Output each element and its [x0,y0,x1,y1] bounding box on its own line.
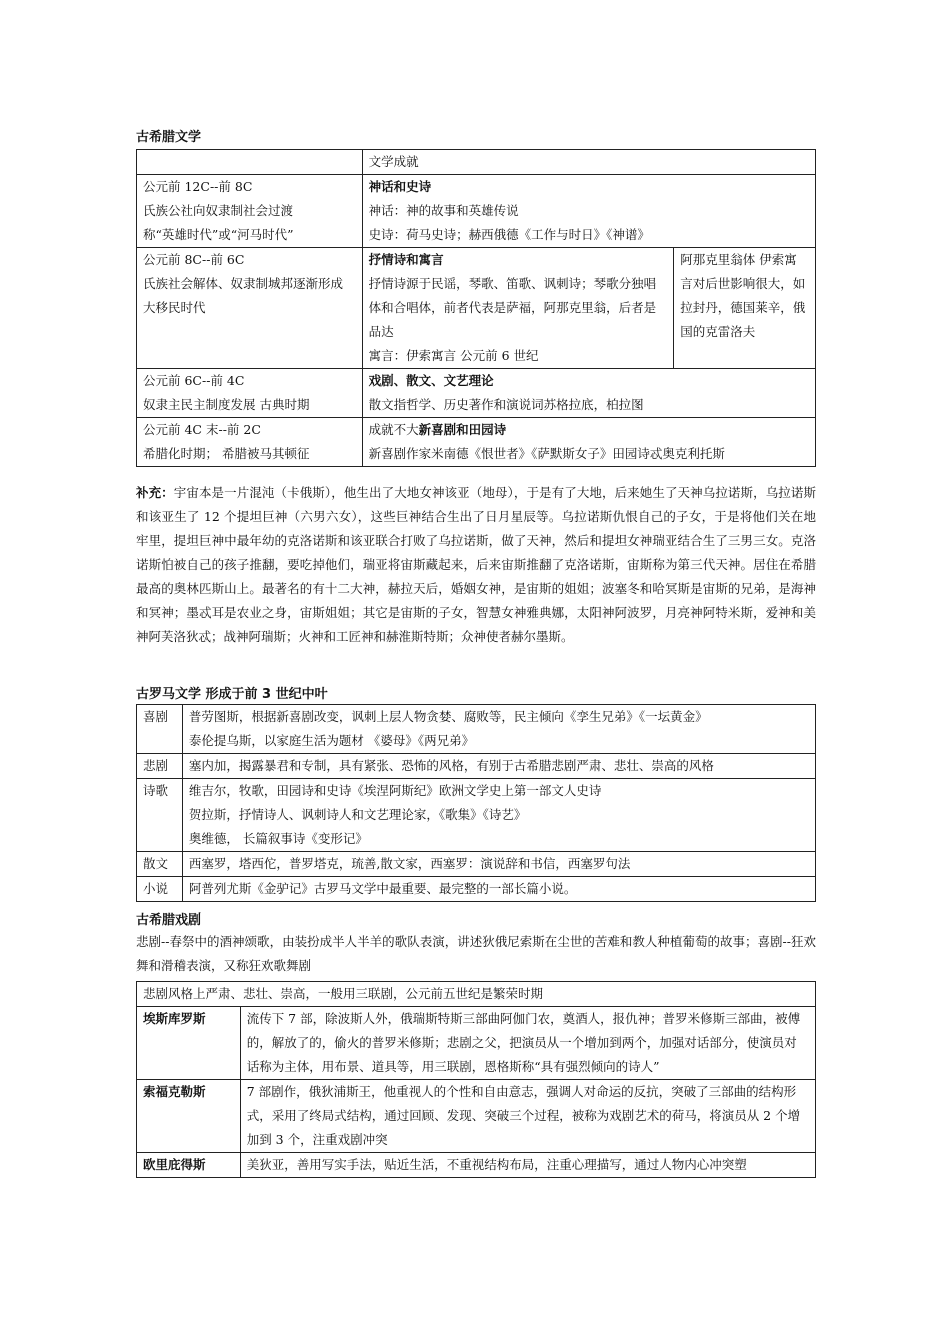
table-row [137,175,816,248]
achievement-cell [362,418,815,467]
period-line: 氏族社会解体、奴隶制城邦逐渐形成 [143,276,344,291]
period-line: 称“英雄时代”或“河马时代” [143,227,294,242]
playwright-description [240,1153,815,1178]
achievement-line: 史诗：荷马史诗；赫西俄德《工作与时日》《神谱》 [368,227,650,242]
achievement-title: 戏剧、散文、文艺理论 [368,373,494,388]
section-heading-greek-literature: 古希腊文学 [136,130,202,145]
achievement-title: 新喜剧和田园诗 [418,422,507,437]
header-cell-empty [137,150,363,175]
table-row [137,369,816,418]
period-line: 公元前 8C--前 6C [143,252,245,267]
period-line: 希腊化时期； 希腊被马其顿征 [143,446,310,461]
content-line: 奥维德， 长篇叙事诗《变形记》 [188,831,368,846]
genre-content-cell [182,877,815,902]
section-heading-roman-literature: 古罗马文学 形成于前 3 世纪中叶 [136,687,328,702]
content-line: 阿普列尤斯《金驴记》古罗马文学中最重要、最完整的一部长篇小说。 [188,881,577,896]
table-row [137,248,816,369]
description-text: 7 部剧作，俄狄浦斯王，他重视人的个性和自由意志，强调人对命运的反抗，突破了三部曲的结构形式，采用了终局式结构，通过回顾、发现、突破三个过程，被称为戏剧艺术的荷马，将演员从 2 个增加到 3 个，注重戏剧冲突 [246,1084,801,1147]
playwright-description [240,1080,815,1153]
playwright-name: 欧里庇得斯 [137,1153,241,1178]
genre-cell: 悲剧 [137,754,183,779]
period-cell [137,175,363,248]
achievement-title: 神话和史诗 [368,179,432,194]
achievement-line: 新喜剧作家米南德《恨世者》《萨默斯女子》田园诗忒奥克利托斯 [368,446,725,461]
genre-content-cell [182,705,815,754]
genre-content-cell [182,779,815,852]
table-row [137,705,816,754]
period-line: 氏族公社向奴隶制社会过渡 [143,203,294,218]
achievement-line: 寓言：伊索寓言 公元前 6 世纪 [368,348,539,363]
table-row [137,1153,816,1178]
achievement-title-line [369,418,809,442]
achievement-title: 抒情诗和寓言 [368,252,444,267]
side-note: 阿那克里翁体 伊索寓言对后世影响很大，如拉封丹，德国莱辛，俄国的克雷洛夫 [680,252,806,339]
supplement-text: 宇宙本是一片混沌（卡俄斯），他生出了大地女神该亚（地母），于是有了大地，后来她生了天神乌拉诺斯，乌拉诺斯和该亚生了 12 个提坦巨神（六男六女），这些巨神结合生出了日月星辰等。乌拉诺斯仇恨自己的子女，于是将他们关在地牢里，提坦巨神中最年幼的克洛诺斯和该亚联合打败了乌拉诺斯，做了天神，然后和提坦女神瑞亚结合生了三男三女。克洛诺斯怕被自己的孩子推翻，要吃掉他们，瑞亚将宙斯藏起来，后来宙斯推翻了克洛诺斯，宙斯称为第三代天神。居住在希腊最高的奥林匹斯山上。最著名的有十二大神，赫拉天后，婚姻女神，是宙斯的姐姐；波塞冬和哈冥斯是宙斯的兄弟，是海神和冥神；墨忒耳是农业之身，宙斯姐姐；其它是宙斯的子女，智慧女神雅典娜，太阳神阿波罗，月亮神阿特米斯，爱神和美神阿芙洛狄忒；战神阿瑞斯；火神和工匠神和赫淮斯特斯；众神使者赫尔墨斯。 [136,485,816,644]
achievement-line: 抒情诗源于民谣，琴歌、笛歌、讽刺诗；琴歌分独唱体和合唱体，前者代表是萨福，阿那克里翁，后者是品达 [368,276,657,339]
table-row [137,418,816,467]
achievement-cell [362,175,815,248]
supplement-label: 补充： [136,485,174,500]
content-line: 普劳图斯，根据新喜剧改变，讽刺上层人物贪婪、腐败等，民主倾向《孪生兄弟》《一坛黄金》 [188,709,708,724]
greek-literature-table [136,149,816,467]
table-row [137,779,816,852]
table-header-row [137,982,816,1007]
period-line: 大移民时代 [143,300,206,315]
playwright-name: 埃斯库罗斯 [137,1007,241,1080]
side-note-cell [674,248,816,369]
table-row [137,877,816,902]
content-line: 西塞罗，塔西佗，普罗塔克，琉善,散文家，西塞罗：演说辞和书信，西塞罗句法 [188,856,631,871]
genre-cell: 喜剧 [137,705,183,754]
table-header-row [137,150,816,175]
genre-cell: 诗歌 [137,779,183,852]
header-cell-achievement: 文学成就 [362,150,815,175]
genre-cell: 小说 [137,877,183,902]
table-row [137,852,816,877]
greek-drama-intro: 悲剧--春祭中的酒神颂歌，由装扮成半人半羊的歌队表演，讲述狄俄尼索斯在尘世的苦难和教人种植葡萄的故事；喜剧--狂欢舞和滑稽表演，又称狂欢歌舞剧 [136,934,816,973]
content-line: 塞内加，揭露暴君和专制，具有紧张、恐怖的风格，有别于古希腊悲剧严肃、悲壮、崇高的风格 [188,758,714,773]
content-line: 贺拉斯，抒情诗人、讽刺诗人和文艺理论家，《歌集》《诗艺》 [188,807,527,822]
period-line: 公元前 12C--前 8C [143,179,253,194]
period-cell [137,418,363,467]
genre-content-cell [182,852,815,877]
table-row [137,754,816,779]
description-text: 流传下 7 部，除波斯人外，俄瑞斯特斯三部曲阿伽门农，奠酒人，报仇神；普罗米修斯三部曲，被傅的，解放了的，偷火的普罗米修斯；悲剧之父，把演员从一个增加到两个，加强对话部分，使演员对话称为主体，用布景、道具等，用三联剧，恩格斯称“具有强烈倾向的诗人” [246,1011,801,1074]
achievement-line: 散文指哲学、历史著作和演说词苏格拉底，柏拉图 [368,397,644,412]
achievement-line: 神话：神的故事和英雄传说 [368,203,519,218]
roman-literature-table [136,704,816,902]
section-heading-greek-drama: 古希腊戏剧 [136,913,202,928]
achievement-cell [362,248,674,369]
period-cell [137,248,363,369]
period-cell [137,369,363,418]
genre-cell: 散文 [137,852,183,877]
achievement-title-prefix: 成就不大 [368,422,419,437]
period-line: 公元前 6C--前 4C [143,373,245,388]
drama-table-header: 悲剧风格上严肃、悲壮、崇高，一般用三联剧，公元前五世纪是繁荣时期 [137,982,816,1007]
greek-drama-table [136,981,816,1178]
playwright-name: 索福克勒斯 [137,1080,241,1153]
description-text: 美狄亚，善用写实手法，贴近生活，不重视结构布局，注重心理描写，通过人物内心冲突塑 [246,1157,747,1172]
table-row [137,1080,816,1153]
period-line: 公元前 4C 末--前 2C [143,422,261,437]
playwright-description [240,1007,815,1080]
table-row [137,1007,816,1080]
content-line: 维吉尔，牧歌，田园诗和史诗《埃涅阿斯纪》欧洲文学史上第一部文人史诗 [188,783,602,798]
genre-content-cell [182,754,815,779]
content-line: 泰伦提乌斯，以家庭生活为题材 《婆母》《两兄弟》 [188,733,475,748]
achievement-cell [362,369,815,418]
period-line: 奴隶主民主制度发展 古典时期 [143,397,310,412]
supplement-paragraph [136,481,816,649]
